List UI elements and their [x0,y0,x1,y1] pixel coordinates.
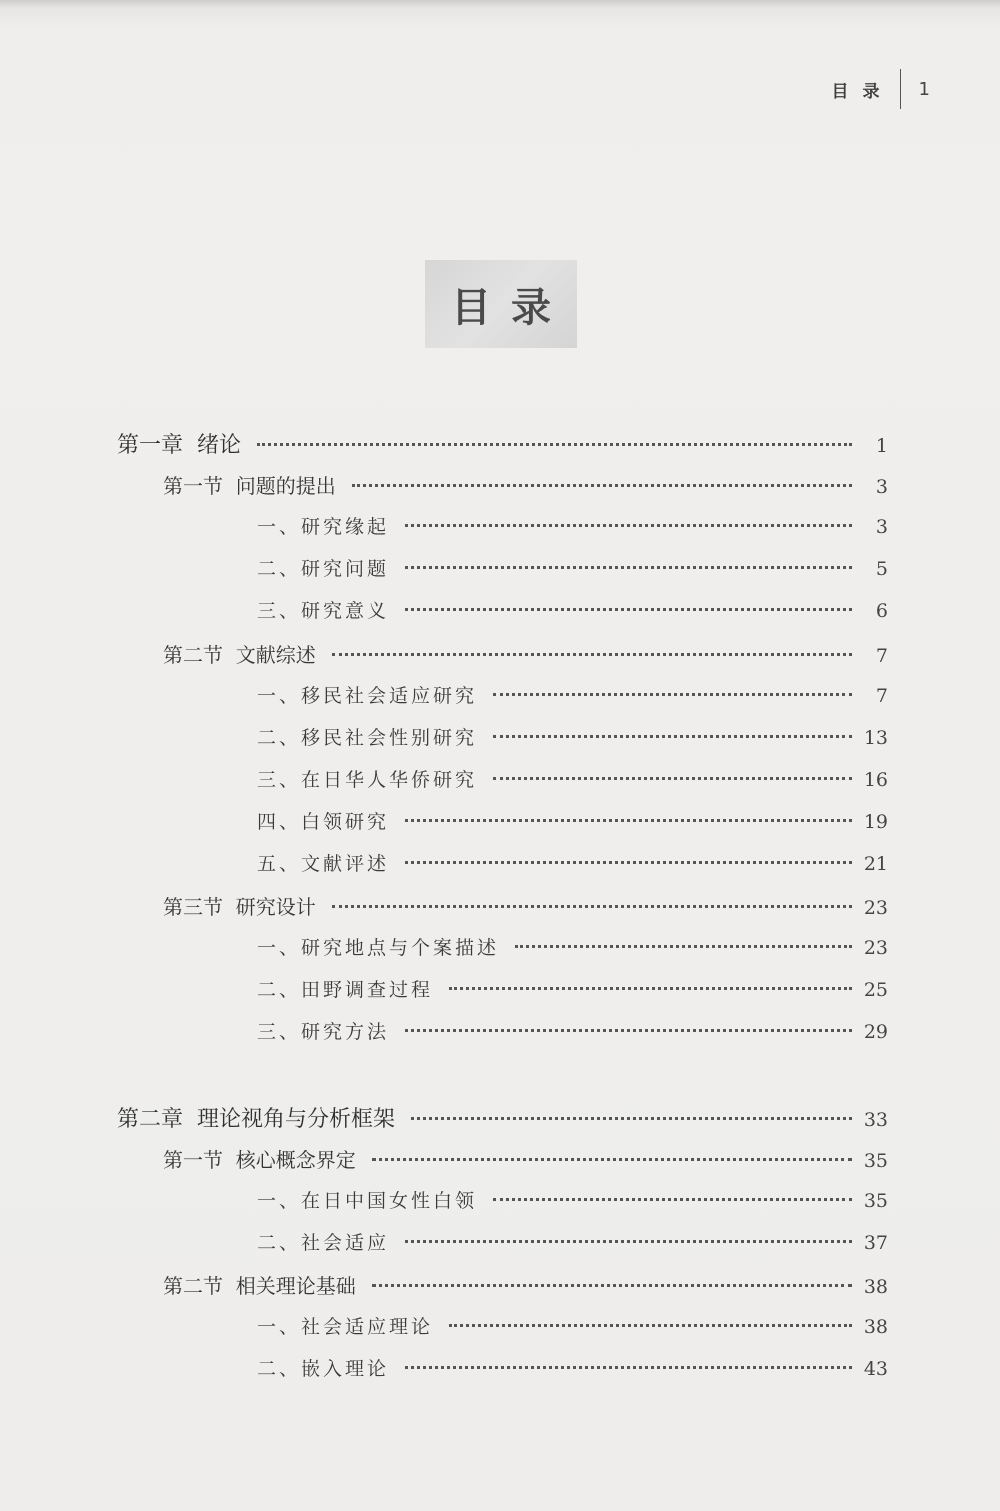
toc-item-page-number: 19 [863,810,888,833]
toc-item-page-number: 37 [863,1231,888,1254]
toc-section-label: 第一节 核心概念界定 [163,1147,356,1172]
dot-leader [515,945,852,948]
toc-section-row[interactable] [163,470,888,500]
toc-item-label: 三、研究方法 [257,1021,390,1044]
toc-item-label: 五、文献评述 [257,853,390,875]
page-title-box [425,260,577,348]
toc-section-page-number: 3 [875,476,888,499]
toc-item-row[interactable] [257,681,888,711]
toc-item-row[interactable] [257,1228,888,1258]
dot-leader [372,1158,852,1161]
dot-leader [405,566,852,569]
toc-item-page-number: 38 [863,1316,888,1338]
toc-item-row[interactable] [257,849,888,879]
dot-leader [449,1324,852,1327]
toc-item-row[interactable] [257,1017,888,1047]
toc-item-page-number: 13 [863,726,888,749]
toc-item-page-number: 25 [863,979,888,1002]
toc-section-page-number: 23 [863,897,888,920]
toc-item-label: 一、在日中国女性白领 [257,1189,478,1212]
toc-chapter-page-number: 1 [875,435,888,457]
running-header [832,70,930,108]
toc-item-label: 二、移民社会性别研究 [257,726,478,749]
toc-item-page-number: 7 [875,684,888,707]
dot-leader [493,1198,852,1201]
toc-section-page-number: 38 [863,1275,888,1298]
dot-leader [332,905,852,908]
dot-leader [352,484,852,487]
toc-item-page-number: 21 [863,853,888,875]
toc-item-label: 三、研究意义 [257,600,390,623]
toc-item-page-number: 16 [863,768,888,791]
toc-item-page-number: 35 [863,1189,888,1212]
toc-chapter-page-number: 33 [863,1108,888,1131]
toc-item-page-number: 5 [875,558,888,581]
dot-leader [411,1117,852,1120]
toc-item-label: 一、社会适应理论 [257,1316,434,1338]
dot-leader [405,1240,852,1243]
toc-section-row[interactable] [163,639,888,669]
dot-leader [372,1284,852,1287]
toc-chapter-label: 第一章 绪论 [117,433,241,458]
toc-item-row[interactable] [257,512,888,542]
toc-item-row[interactable] [257,1354,888,1384]
toc-item-label: 四、白领研究 [257,810,390,833]
toc-item-label: 二、社会适应 [257,1231,390,1254]
toc-item-row[interactable] [257,554,888,584]
toc-item-page-number: 23 [863,937,888,960]
dot-leader [493,693,852,696]
toc-item-page-number: 43 [863,1358,888,1381]
toc-item-row[interactable] [257,933,888,963]
toc-item-label: 二、田野调查过程 [257,979,434,1002]
dot-leader [405,1029,852,1032]
dot-leader [493,777,852,780]
dot-leader [405,1366,852,1369]
toc-item-row[interactable] [257,1312,888,1342]
toc-item-row[interactable] [257,807,888,837]
toc-item-row[interactable] [257,723,888,753]
toc-section-row[interactable] [163,891,888,921]
toc-item-label: 一、移民社会适应研究 [257,684,478,707]
dot-leader [405,819,852,822]
toc-section-row[interactable] [163,1270,888,1300]
toc-item-label: 三、在日华人华侨研究 [257,768,478,791]
dot-leader [493,735,852,738]
toc-item-row[interactable] [257,975,888,1005]
toc-chapter-label: 第二章 理论视角与分析框架 [117,1106,395,1132]
toc-item-label: 一、研究地点与个案描述 [257,937,500,960]
toc-section-label: 第一节 问题的提出 [163,474,336,499]
page-title: 目录 [451,284,571,331]
dot-leader [405,524,852,527]
page-edge-shadow [0,0,1000,8]
toc-section-row[interactable] [163,1144,888,1174]
toc-item-row[interactable] [257,596,888,626]
toc-section-page-number: 35 [863,1149,888,1172]
dot-leader [332,653,852,656]
toc-section-label: 第三节 研究设计 [163,895,316,920]
running-header-page-number: 1 [918,78,930,100]
running-header-label: 目录 [831,81,894,102]
toc-item-page-number: 6 [875,600,888,623]
toc-item-label: 二、嵌入理论 [257,1358,390,1381]
running-header-divider [900,69,901,109]
toc-section-label: 第二节 相关理论基础 [163,1273,356,1298]
toc-item-page-number: 3 [875,516,888,539]
toc-item-row[interactable] [257,765,888,795]
toc-section-page-number: 7 [875,644,888,667]
toc-item-page-number: 29 [863,1021,888,1044]
toc-item-row[interactable] [257,1186,888,1216]
toc-chapter-row[interactable] [117,1102,888,1132]
toc-item-label: 二、研究问题 [257,558,390,581]
toc-section-label: 第二节 文献综述 [163,642,316,667]
dot-leader [405,608,852,611]
toc-chapter-row[interactable] [117,428,888,458]
dot-leader [257,443,852,446]
dot-leader [405,861,852,864]
toc-item-label: 一、研究缘起 [257,516,390,539]
dot-leader [449,987,852,990]
